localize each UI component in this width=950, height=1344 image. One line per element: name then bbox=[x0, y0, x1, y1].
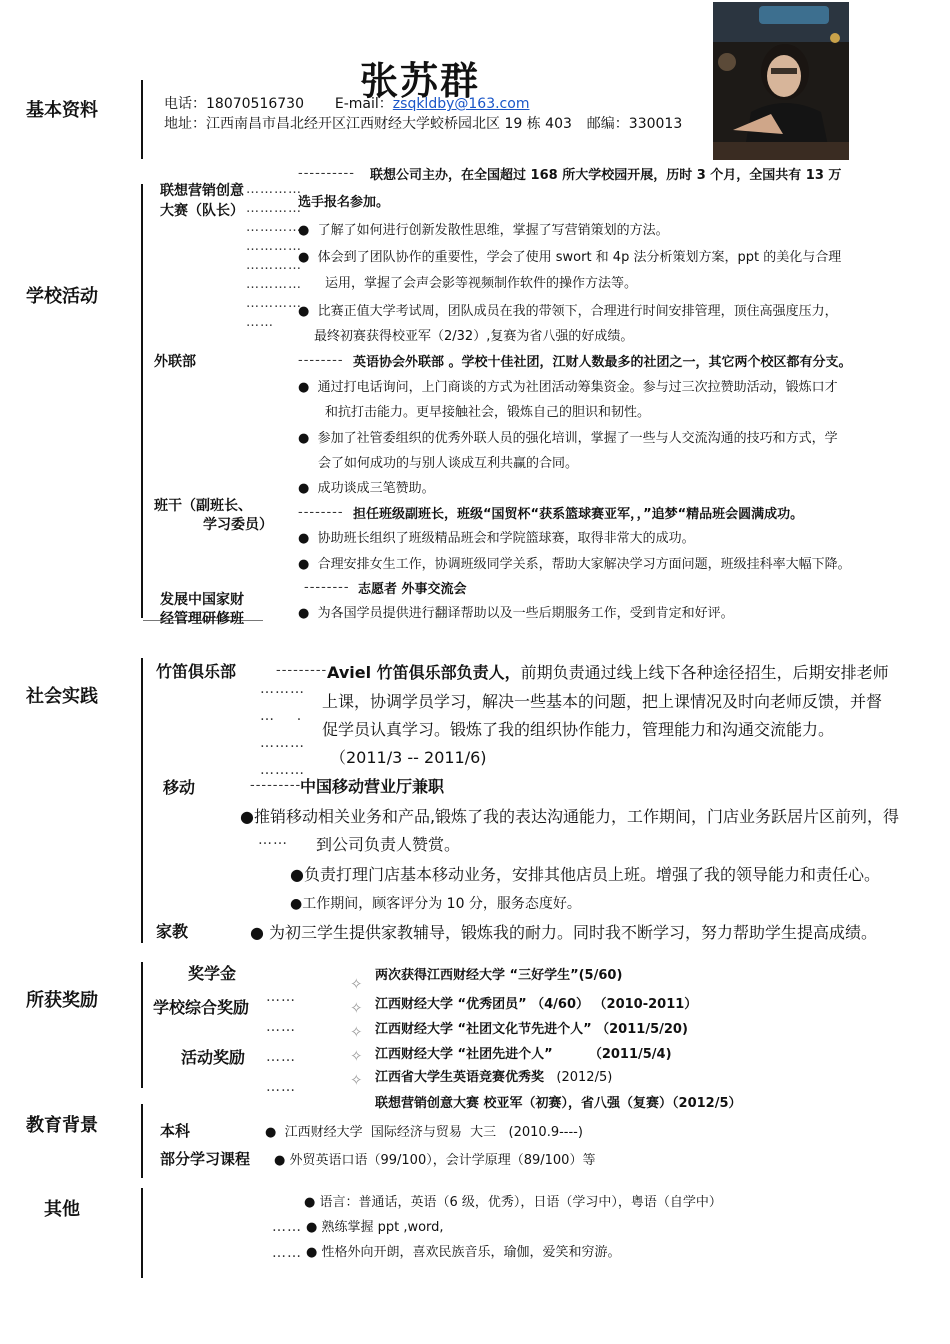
tutor-label: 家教 bbox=[156, 922, 189, 941]
contest-head: 联想公司主办，在全国超过 168 所大学校园开展，历时 3 个月，全国共有 13 万 bbox=[370, 168, 842, 183]
contest-bullet-3-cont: 最终初赛获得校亚军（2/32）,复赛为省八强的好成绩。 bbox=[314, 329, 634, 344]
volunteer-bullet-1: ● 为各国学员提供进行翻译帮助以及一些后期服务工作，受到肯定和好评。 bbox=[298, 606, 734, 621]
tutor-line-1: ● 为初三学生提供家教辅导，锻炼我的耐力。同时我不断学习，努力帮助学生提高成绩。 bbox=[250, 923, 878, 942]
education-label-degree: 本科 bbox=[160, 1122, 191, 1140]
mobile-leader-dots: …… bbox=[258, 832, 288, 848]
bullet-icon: ● bbox=[298, 380, 318, 395]
bullet-icon: ● bbox=[298, 250, 318, 265]
contest-leader-dots: ………… ………… ………… ………… ………… ………… ………… …… bbox=[246, 182, 302, 330]
section-divider-school bbox=[141, 184, 143, 618]
award-item-2: 江西财经大学 “优秀团员” （4/60） （2010-2011） bbox=[375, 997, 698, 1012]
flute-dash: --------- bbox=[276, 663, 328, 678]
other-leader-dots: …… …… bbox=[272, 1219, 302, 1261]
bullet-icon: ● bbox=[298, 557, 318, 572]
section-divider-social bbox=[141, 658, 143, 943]
award-label-scholarship: 奖学金 bbox=[188, 964, 237, 983]
section-title-school: 学校活动 bbox=[26, 286, 98, 307]
mobile-label: 移动 bbox=[163, 778, 196, 797]
award-label-comprehensive: 学校综合奖励 bbox=[153, 998, 250, 1017]
bullet-icon: ● bbox=[298, 531, 318, 546]
liaison-label: 外联部 bbox=[154, 354, 196, 370]
cadre-bullet-1: ● 协助班长组织了班级精品班会和学院篮球赛，取得非常大的成功。 bbox=[298, 531, 695, 546]
contest-label-2: 大赛（队长） bbox=[160, 203, 244, 219]
cadre-head: 担任班级副班长，班级“国贸杯“获系篮球赛亚军，，”追梦“精品班会圆满成功。 bbox=[353, 507, 804, 522]
flute-line-3: 促学员认真学习。锻炼了我的组织协作能力，管理能力和沟通交流能力。 bbox=[322, 720, 835, 739]
volunteer-label-2: 经管理研修班 bbox=[160, 611, 244, 627]
cadre-label-2: 学习委员） bbox=[203, 517, 273, 533]
award-item-5: 江西省大学生英语竞赛优秀奖 (2012/5) bbox=[375, 1070, 613, 1085]
liaison-bullet-3: ● 成功谈成三笔赞助。 bbox=[298, 481, 435, 496]
contest-bullet-1: ● 了解了如何进行创新发散性思维，掌握了写营销策划的方法。 bbox=[298, 223, 669, 238]
other-line-3: ● 性格外向开朗，喜欢民族音乐，瑜伽，爱笑和穷游。 bbox=[306, 1245, 621, 1260]
contest-bullet-3: ● 比赛正值大学考试周，团队成员在我的带领下，合理进行时间安排管理，顶住高强度压力， bbox=[298, 304, 838, 319]
bullet-icon: ● bbox=[298, 606, 318, 621]
phone-label: 电话： bbox=[164, 96, 206, 112]
liaison-bullet-1-cont: 和抗打击能力。更早接触社会，锻炼自己的胆识和韧性。 bbox=[325, 405, 651, 420]
email-label: E-mail： bbox=[334, 96, 393, 112]
section-title-education: 教育背景 bbox=[26, 1115, 98, 1136]
mobile-line-1: ●推销移动相关业务和产品,锻炼了我的表达沟通能力，工作期间，门店业务跃居片区前列，得 bbox=[240, 807, 900, 826]
portrait-photo-graphic bbox=[713, 2, 849, 160]
mobile-line-4: ●工作期间，顾客评分为 10 分，服务态度好。 bbox=[290, 896, 581, 912]
mobile-line-2: 到公司负责人赞赏。 bbox=[316, 835, 461, 854]
sparkle-icon-column: ✧ ✧ ✧ ✧ ✧ bbox=[350, 975, 363, 1089]
cadre-bullet-2: ● 合理安排女生工作，协调班级同学关系，帮助大家解决学习方面问题，班级挂科率大幅下降。 bbox=[298, 557, 851, 572]
liaison-dash: -------- bbox=[298, 353, 344, 368]
section-divider-awards bbox=[141, 962, 143, 1088]
bullet-icon: ● bbox=[298, 304, 318, 319]
flute-label: 竹笛俱乐部 bbox=[156, 662, 237, 681]
liaison-head: 英语协会外联部 。学校十佳社团，江财人数最多的社团之一，其它两个校区都有分支。 bbox=[353, 355, 852, 370]
zip-label: 邮编： bbox=[586, 116, 629, 132]
section-title-awards: 所获奖励 bbox=[26, 990, 98, 1011]
mobile-dash: --------- bbox=[250, 778, 302, 793]
email-link[interactable]: zsqkldby@163.com bbox=[392, 96, 530, 112]
education-line-2: ● 外贸英语口语（99/100），会计学原理（89/100）等 bbox=[274, 1153, 596, 1168]
section-title-social: 社会实践 bbox=[26, 686, 98, 707]
contest-bullet-2: ● 体会到了团队协作的重要性，学会了使用 swort 和 4p 法分析策划方案，ppt 的美化与合理 bbox=[298, 250, 842, 265]
bullet-icon: ● bbox=[298, 431, 318, 446]
section-divider-education bbox=[141, 1104, 143, 1178]
award-item-1: 两次获得江西财经大学 “三好学生”(5/60) bbox=[375, 968, 623, 983]
zip-value: 330013 bbox=[628, 116, 683, 132]
cadre-dash: -------- bbox=[298, 505, 344, 520]
address-label: 地址： bbox=[164, 116, 206, 132]
liaison-bullet-1: ● 通过打电话询问，上门商谈的方式为社团活动筹集资金。参与过三次拉赞助活动，锻炼口才 bbox=[298, 380, 838, 395]
section-divider-other bbox=[141, 1188, 143, 1278]
bullet-icon: ● bbox=[298, 223, 318, 238]
liaison-bullet-2: ● 参加了社管委组织的优秀外联人员的强化培训，掌握了一些与人交流沟通的技巧和方式，学 bbox=[298, 431, 838, 446]
flute-leader-dots: ……… … . ……… ……… bbox=[260, 681, 305, 778]
flute-line-1: Aviel 竹笛俱乐部负责人，前期负责通过线上线下各种途径招生，后期安排老师 bbox=[327, 663, 889, 682]
award-item-6: 联想营销创意大赛 校亚军（初赛），省八强（复赛）（2012/5） bbox=[375, 1096, 742, 1111]
section-title-other: 其他 bbox=[44, 1199, 80, 1220]
resume-name: 张苏群 bbox=[360, 59, 481, 103]
award-item-3: 江西财经大学 “社团文化节先进个人” （2011/5/20) bbox=[375, 1022, 688, 1037]
flute-line-2: 上课，协调学员学习，解决一些基本的问题，把上课情况及时向老师反馈，并督 bbox=[322, 692, 883, 711]
other-line-1: ● 语言：普通话，英语（6 级，优秀），日语（学习中），粤语（自学中） bbox=[304, 1195, 722, 1210]
mobile-head: 中国移动营业厅兼职 bbox=[300, 777, 445, 796]
award-item-4: 江西财经大学 “社团先进个人” （2011/5/4) bbox=[375, 1047, 672, 1062]
mobile-line-3: ●负责打理门店基本移动业务，安排其他店员上班。增强了我的领导能力和责任心。 bbox=[290, 865, 880, 884]
portrait-photo bbox=[713, 2, 849, 160]
other-line-2: ● 熟练掌握 ppt ,word, bbox=[306, 1220, 444, 1235]
volunteer-head: 志愿者 外事交流会 bbox=[358, 582, 467, 597]
contest-bullet-2-cont: 运用，掌握了会声会影等视频制作软件的操作方法等。 bbox=[325, 276, 638, 291]
education-label-courses: 部分学习课程 bbox=[160, 1150, 251, 1168]
liaison-bullet-2-cont: 会了如何成功的与别人谈成互利共赢的合同。 bbox=[318, 456, 579, 471]
bullet-icon: ● bbox=[298, 481, 318, 496]
contest-dash: ---------- bbox=[298, 166, 355, 181]
volunteer-label-1: 发展中国家财 bbox=[160, 592, 244, 608]
address-value: 江西南昌市昌北经开区江西财经大学蛟桥园北区 19 栋 403 bbox=[206, 116, 572, 132]
education-line-1: ● 江西财经大学 国际经济与贸易 大三 (2010.9----) bbox=[265, 1125, 583, 1140]
phone-line bbox=[164, 94, 529, 114]
cadre-label-1: 班干（副班长、 bbox=[154, 498, 252, 514]
contest-head-2: 选手报名参加。 bbox=[298, 195, 390, 210]
contest-label-1: 联想营销创意 bbox=[160, 183, 244, 199]
address-line bbox=[164, 114, 682, 134]
award-label-activity: 活动奖励 bbox=[181, 1048, 246, 1067]
phone-value: 18070516730 bbox=[206, 96, 304, 112]
awards-leader-dots: …… …… …… …… bbox=[266, 989, 296, 1095]
flute-head: Aviel 竹笛俱乐部负责人， bbox=[327, 663, 521, 682]
section-divider-basic bbox=[141, 80, 143, 159]
flute-date: （2011/3 -- 2011/6) bbox=[330, 748, 487, 767]
volunteer-dash: -------- bbox=[304, 580, 350, 595]
section-title-basic: 基本资料 bbox=[26, 100, 98, 121]
